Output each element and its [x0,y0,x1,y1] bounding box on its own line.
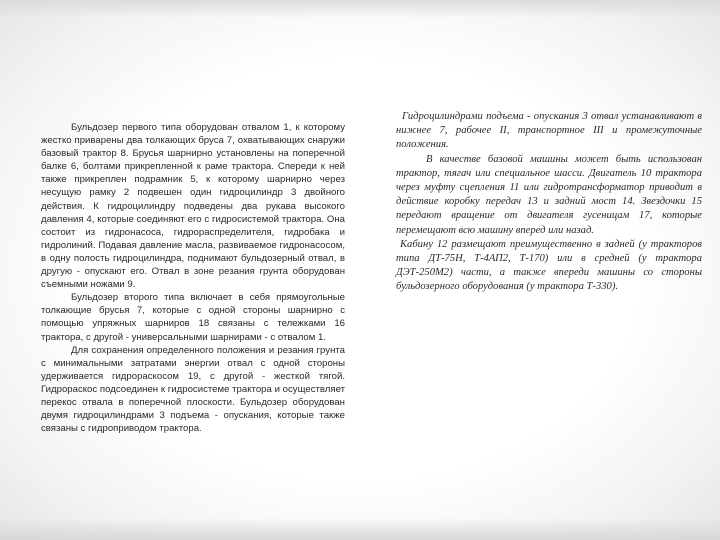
right-paragraph-1: Гидроцилиндрами подъема - опускания 3 отвал устанавливают в нижнее 7, рабочее II, транспортное III и промежуточные положения. [396,111,702,151]
left-paragraph-2: Бульдозер второго типа включает в себя прямоугольные толкающие брусья 7, которые с одной стороны шарнирно с помощью упряжных шарниров 18 связаны с тележками 16 трактора, с другой - универсальными шарнирами - с отвалом 1. [41,292,345,343]
slide-top-shadow [0,0,720,18]
left-paragraph-3: Для сохранения определенного положения и резания грунта с минимальными затратами энергии отвал с одной стороны удерживается гидрораскосом 19, с другой - жесткой тягой. Гидрораскос подсоединен к гидросистеме трактора и осуществляет перекос отвала в поперечной плоскости. Бульдозер оборудован двумя гидроцилиндрами 3 подъема - опускания, которые также связаны с гидроприводом трактора. [41,344,345,435]
left-text-column [41,121,345,435]
left-paragraph-1: Бульдозер первого типа оборудован отвалом 1, к которому жестко приварены два толкающих бруса 7, охватывающих снаружи базовый трактор 8. Брусья шарнирно установлены на поперечной балке 6, болтами прикрепленной к раме трактора. Спереди к ней также прикреплен подрамник 5, к которому шарнирно через несущую рамку 2 подвешен один гидроцилиндр 3 двойного действия. К гидроцилиндру подведены два рукава высокого давления 4, которые соединяют его с гидросистемой трактора. Она состоит из гидронасоса, гидрораспределителя, гидробака и гидролиний. Подавая давление масла, развиваемое гидронасосом, в одну полость гидроцилиндра, поднимают бульдозерный отвал, в другую - опускают его. Отвал в зоне резания грунта оборудован съемными ножами 9. [41,122,345,291]
right-paragraph-3: Кабину 12 размещают преимущественно в задней (у тракторов типа ДТ-75Н, Т-4АП2, Т-170) или в средней (у трактора ДЭТ-250М2) части, а также впереди машины со стороны бульдозерного оборудования (у трактора Т-330). [396,238,702,293]
right-paragraph-2: В качестве базовой машины может быть использован трактор, тягач или специальное шасси. Двигатель 10 трактора через муфту сцепления 11 или гидротрансформатор приводит в действие коробку передач 13 и задний мост 14. Звездочки 15 передают вращение от двигателя гусеницам 17, которые перемещают всю машину вперед или назад. [396,153,702,236]
right-text-column [396,110,702,295]
slide-bottom-shadow [0,518,720,540]
